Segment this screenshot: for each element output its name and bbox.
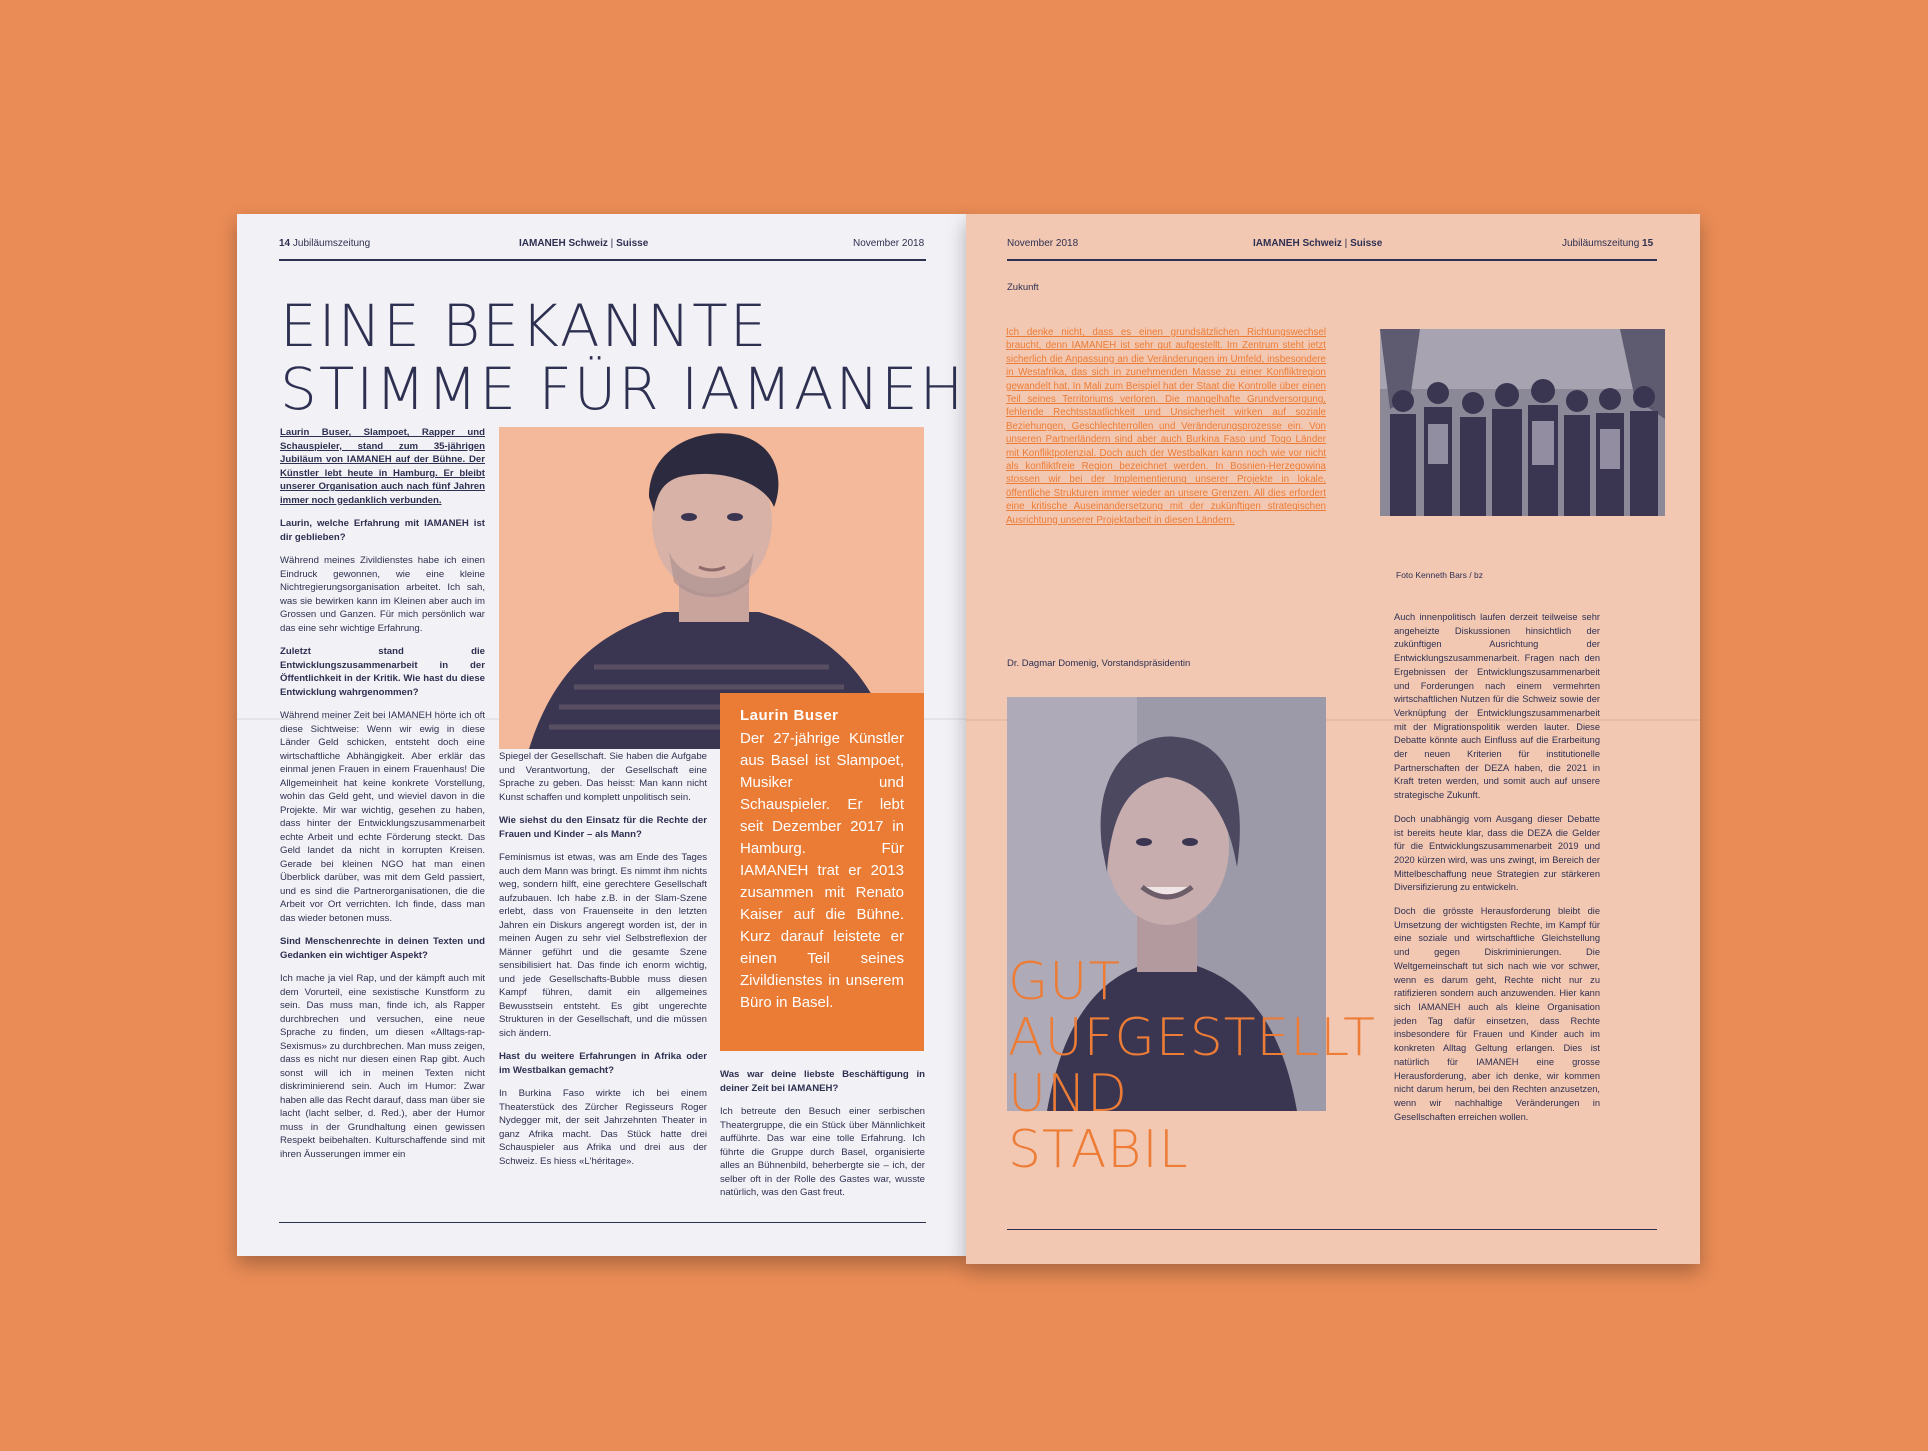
- left-page: [237, 214, 966, 1256]
- answer: Ich betreute den Besuch einer serbischen Theatergruppe, die ein Stück über Männlichkeit aufführte. Das war eine tolle Erfahrung. Ich führte die Gruppe durch Basel, organisierte alles an Bühnenbild, beherbergte sie – ich, der selber oft in der Rolle des Gastes war, wusste natürlich, was den Gast freut.: [720, 1106, 925, 1198]
- publication-label: Jubiläumszeitung: [1562, 238, 1640, 249]
- question: Hast du weitere Erfahrungen in Afrika oder im Westbalkan gemacht?: [499, 1051, 707, 1076]
- footer-rule: [1007, 1229, 1657, 1230]
- masthead-name-fr: Suisse: [1350, 238, 1383, 249]
- answer: In Burkina Faso wirkte ich bei einem Theaterstück des Zürcher Regisseurs Roger Nydegger mit, der seit Jahrzehnten Theater in ganz Afrika macht. Das Stück hatte drei Schauspieler aus Afrika und drei aus der Schweiz. Es hiess «L'héritage».: [499, 1088, 707, 1167]
- question: Wie siehst du den Einsatz für die Rechte der Frauen und Kinder – als Mann?: [499, 815, 707, 840]
- paragraph: Doch die grösste Herausforderung bleibt die Umsetzung der wichtigsten Rechte, im Kampf für eine soziale und wirtschaftliche Gleichstellung und gegen Diskriminierungen. Die Weltgemeinschaft tut sich nach wie vor schwer, wenn es darum geht, Rechte nicht nur zu ratifizieren sondern auch anzuwenden. Hier kann sich IAMANEH auch als kleine Organisation jeden Tag dafür einsetzen, dass Rechte insbesondere für Frauen und Kinder auch im konkreten Alltag Geltung erlangen. Dies ist natürlich für IAMANEH eine grosse Herausforderung, aber ich denke, wir kommen nicht darum herum, bei den Rechten anzusetzen, wenn wir nachhaltige Veränderungen in Gesellschaften erreichen wollen.: [1394, 906, 1600, 1122]
- header-rule: [1007, 259, 1657, 261]
- page-number-label: [1562, 238, 1653, 249]
- caption-name: Laurin Buser: [740, 707, 839, 724]
- answer: Feminismus ist etwas, was am Ende des Tages auch dem Mann was bringt. Es nimmt ihm nichts weg, sondern hilft, eine gerechtere Gesellschaft aufzubauen. Ich habe z.B. in der Slam-Szene erlebt, dass von Frauenseite in den letzten Jahren ein Diskurs angeregt worden ist, der in meinen Augen zu sehr viel Selbstreflexion der Männer geführt und die gesamte Szene sensibilisiert hat. Das finde ich enorm wichtig, und jede Gesellschafts-Bubble muss diesen Kampf führen, damit ein allgemeines Bewusstsein entsteht. Es gibt ungerechte Strukturen in der Gesellschaft, und die müssen sich ändern.: [499, 852, 707, 1039]
- intro-text: Ich denke nicht, dass es einen grundsätzlichen Richtungswechsel braucht, denn IAMANEH ist sehr gut aufgestellt. Im Zentrum steht jetzt sicherlich die Anpassung an die Veränderungen im Umfeld, insbesondere in Westafrika, das sich in zunehmenden Masse zu einer Konfliktregion gewandelt hat. In Mali zum Beispiel hat der Staat die Kontrolle über einen Teil seines Territoriums verloren. Die mangelhafte Grundversorgung, fehlende Rechtsstaatlichkeit und Unsicherheit wirken auf soziale Beziehungen, Geschlechterrollen und Veränderungsprozesse ein. Von unseren Partnerländern sind aber auch Burkina Faso und Togo Länder mit Konfliktpotenzial. Doch auch der Westbalkan kann noch wie vor nicht als konfliktfreie Region bezeichnet werden. In Bosnien-Herzegowina stossen wir bei der Implementierung unserer Projekte in lokale, öffentliche Strukturen immer wieder an unsere Grenzen. All dies erfordert eine kritische Auseinandersetzung mit der zukünftigen strategischen Ausrichtung unserer Projektarbeit in diesen Ländern.: [1006, 327, 1326, 526]
- publication-masthead: IAMANEH Schweiz | Suisse: [519, 238, 649, 249]
- right-page: [966, 214, 1700, 1264]
- question: Laurin, welche Erfahrung mit IAMANEH ist dir geblieben?: [280, 518, 485, 543]
- paragraph: Auch innenpolitisch laufen derzeit teilweise sehr angeheizte Diskussionen hinsichtlich der zukünftigen Ausrichtung der Entwicklungszusammenarbeit. Fragen nach den Ergebnissen der Entwicklungszusammenarbeit und Forderungen nach einem vermehrten wirtschaftlichen Nutzen für die Schweiz sowie der Verknüpfung der Entwicklungszusammenarbeit mit der Migrationspolitik werden lauter. Diese Debatte könnte auch Einfluss auf die Erarbeitung der neuen Kriterien für institutionelle Partnerschaften der DEZA haben, die 2021 in Kraft treten werden, und somit auch auf unsere strategische Zukunft.: [1394, 612, 1600, 801]
- article-column-2: [499, 750, 707, 1178]
- header-rule: [279, 259, 926, 261]
- person-caption: Dr. Dagmar Domenig, Vorstandspräsidentin: [1007, 658, 1191, 669]
- issue-date: November 2018: [853, 238, 925, 249]
- headline-line: EINE BEKANNTE: [280, 292, 769, 360]
- big-title-line: GUT: [1008, 952, 1122, 1012]
- issue-date: November 2018: [1007, 238, 1079, 249]
- big-title-line: UND: [1008, 1064, 1128, 1124]
- question: Zuletzt stand die Entwicklungszusammenarbeit in der Öffentlichkeit in der Kritik. Wie hast du diese Entwicklung wahrgenommen?: [280, 646, 485, 698]
- section-label: Zukunft: [1007, 282, 1039, 293]
- big-title-line: AUFGESTELLT: [1008, 1008, 1376, 1068]
- page-number: 15: [1642, 238, 1654, 249]
- team-group-image: [1380, 329, 1665, 516]
- headline: [280, 292, 966, 423]
- article-column-1: [280, 426, 485, 1171]
- answer: Ich mache ja viel Rap, und der kämpft auch mit dem Vorurteil, eine sexistische Kunstform zu sein. Das muss man, finde ich, als Rapper durchbrechen und versuchen, eine neue Sprache zu finden, um diesen «Alltags-rap-Sexismus» zu durchbrechen. Man muss zeigen, dass es nicht nur diesen einen Rap gibt. Auch sonst will ich in meinen Texten nicht diskriminierend sein. Auch im Humor: Zwar haben alle das Recht darauf, dass man über sie lacht (lacht selber, d. Red.), aber der Humor muss in der Grundhaltung einen gewissen Respekt beibehalten. Kulturschaffende sind mit ihren Äusserungen immer ein: [280, 973, 485, 1160]
- headline-line: STIMME FÜR IAMANEH: [280, 355, 966, 423]
- article-column-3: [720, 1068, 925, 1210]
- caption-text: Der 27-jährige Künstler aus Basel ist Slampoet, Musiker und Schauspieler. Er lebt seit Dezember 2017 in Hamburg. Für IAMANEH trat er 2013 zusammen mit Renato Kaiser auf die Bühne. Kurz darauf leistete er einen Teil seines Zivildienstes in unserem Büro in Basel.: [740, 730, 904, 1011]
- article-lead: Laurin Buser, Slampoet, Rapper und Schauspieler, stand zum 35-jährigen Jubiläum von IAMANEH auf der Bühne. Der Künstler lebt heute in Hamburg. Er bleibt unserer Organisation auch nach fünf Jahren immer noch gedanklich verbunden.: [280, 427, 485, 506]
- article-column-right: [1394, 611, 1600, 1134]
- question: Was war deine liebste Beschäftigung in deiner Zeit bei IAMANEH?: [720, 1069, 925, 1094]
- masthead-name: IAMANEH Schweiz: [1253, 238, 1342, 249]
- group-photo: [1380, 329, 1665, 516]
- portrait-caption-box: [720, 693, 924, 1051]
- answer: Während meiner Zeit bei IAMANEH hörte ich oft diese Sichtweise: Wenn wir ewig in diese Länder Geld schicken, entsteht doch eine wirtschaftliche Abhängigkeit. Aber erklär das einmal jenen Frauen in einem Frauenhaus! Die Allgemeinheit hat keine konkrete Vorstellung, wohin das Geld geht, und wieviel davon in die Projekte. Mir war wichtig, gesehen zu haben, dass hinter der Entwicklungszusammenarbeit echte Arbeit und echte Förderung steckt. Das Geld landet da nicht in korrupten Kreisen. Gerade bei kleinen NGO hat man einen Überblick darüber, was mit dem Geld passiert, und es sind die Partnerorganisationen, die die Arbeit vor Ort verrichten. Ich finde, dass man das wieder betonen muss.: [280, 710, 485, 924]
- page-number-label: [279, 238, 370, 249]
- answer: Spiegel der Gesellschaft. Sie haben die Aufgabe und Verantwortung, der Gesellschaft eine Sprache zu geben. Das heisst: Man kann nicht Kunst schaffen und komplett unpolitisch sein.: [499, 751, 707, 803]
- publication-label: Jubiläumszeitung: [292, 238, 371, 249]
- big-title-line: STABIL: [1008, 1120, 1189, 1180]
- paragraph: Doch unabhängig vom Ausgang dieser Debatte ist bereits heute klar, dass die DEZA die Gelder für die Entwicklungszusammenarbeit 2019 und 2020 kürzen wird, was uns zwingt, im Bereich der Mittelbeschaffung neue Strategien zur stärkeren Diversifizierung zu entwickeln.: [1394, 813, 1600, 893]
- masthead-name: IAMANEH Schweiz: [519, 238, 608, 249]
- page-number: 14: [279, 238, 291, 249]
- question: Sind Menschenrechte in deinen Texten und Gedanken ein wichtiger Aspekt?: [280, 936, 485, 961]
- big-title: [1008, 954, 1376, 1178]
- answer: Während meines Zivildienstes habe ich einen Eindruck gewonnen, wie eine kleine Nichtregierungsorganisation arbeitet. Ich sah, was sie bewirken kann im Kleinen aber auch im Grossen und Ganzen. Für mich persönlich war das eine sehr wichtige Erfahrung.: [280, 555, 485, 634]
- publication-masthead: IAMANEH Schweiz | Suisse: [1253, 238, 1383, 249]
- masthead-name-fr: Suisse: [616, 238, 649, 249]
- photo-credit: Foto Kenneth Bars / bz: [1396, 570, 1483, 580]
- footer-rule: [279, 1222, 926, 1223]
